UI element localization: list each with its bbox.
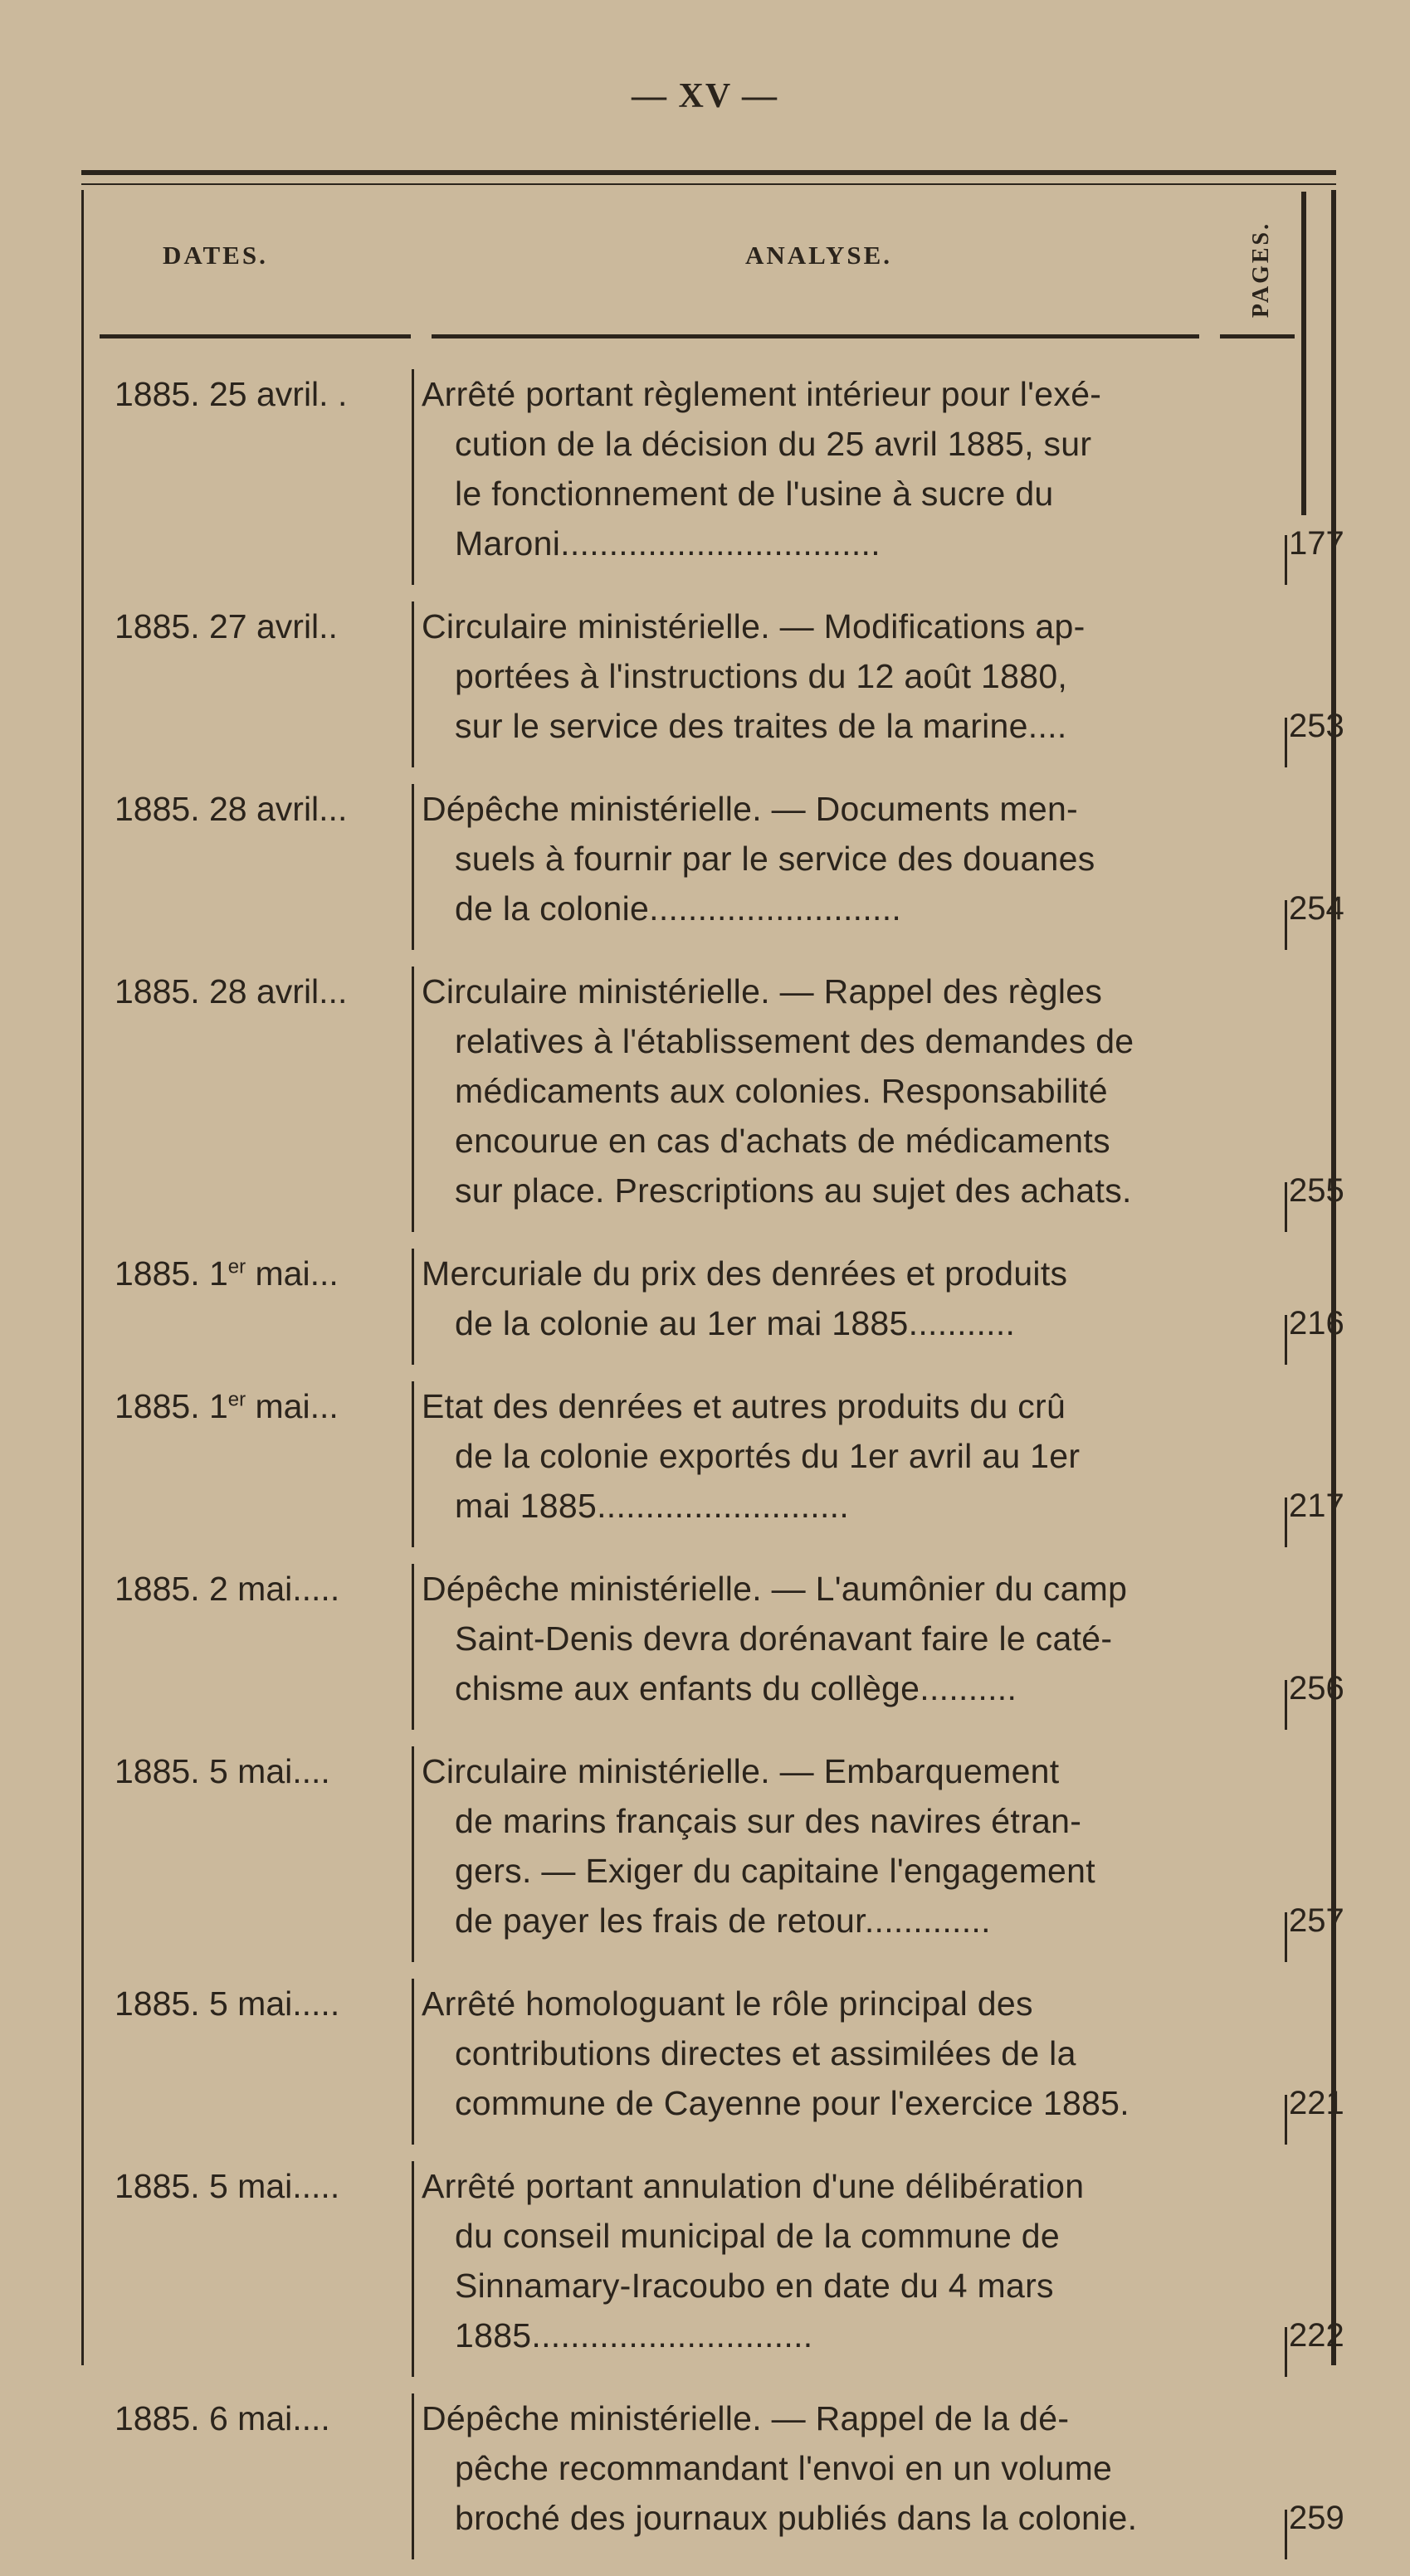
date-superscript: er: [227, 1388, 246, 1411]
entry-analysis: [422, 1381, 1281, 1531]
page-divider: [1285, 1315, 1287, 1365]
analysis-line: Maroni.................................: [455, 524, 881, 562]
column-divider: [412, 1746, 414, 1962]
analysis-line: portées à l'instructions du 12 août 1880,: [455, 657, 1068, 695]
table-row: [81, 369, 1344, 601]
date-superscript: er: [227, 1255, 246, 1278]
analysis-line: Circulaire ministérielle. — Embarquement: [422, 1752, 1060, 1790]
page-divider: [1285, 1912, 1287, 1962]
entry-date: 1885. 28 avril...: [115, 972, 348, 1010]
analysis-line: Circulaire ministérielle. — Rappel des règles: [422, 972, 1103, 1010]
entry-analysis: [422, 1979, 1281, 2128]
entry-analysis: [422, 784, 1281, 933]
table-row: [81, 1249, 1344, 1381]
page-divider: [1285, 1182, 1287, 1232]
entry-date: 1885. 6 mai....: [115, 2399, 330, 2437]
analysis-line: sur place. Prescriptions au sujet des achats.: [455, 1171, 1132, 1210]
page-divider: [1285, 1680, 1287, 1730]
analysis-line: Mercuriale du prix des denrées et produits: [422, 1254, 1068, 1293]
analysis-line: mai 1885..........................: [455, 1487, 850, 1525]
entry-page: 222: [1289, 2317, 1344, 2354]
analysis-line: de la colonie..........................: [455, 889, 902, 928]
analysis-line: pêche recommandant l'envoi en un volume: [455, 2449, 1113, 2487]
column-divider: [412, 1564, 414, 1730]
header-pages-label: PAGES.: [1248, 221, 1274, 319]
entry-date: 1885. 1er mai...: [115, 1254, 339, 1293]
analysis-line: de marins français sur des navires étran-: [455, 1802, 1082, 1840]
table-row: [81, 1979, 1344, 2161]
table-row: [81, 2393, 1344, 2576]
analysis-line: commune de Cayenne pour l'exercice 1885.: [455, 2084, 1129, 2122]
page-number: — XV —: [632, 77, 778, 115]
analysis-line: Dépêche ministérielle. — L'aumônier du camp: [422, 1570, 1128, 1608]
table-row: [81, 1381, 1344, 1564]
analysis-line: du conseil municipal de la commune de: [455, 2217, 1060, 2255]
analysis-line: Arrêté portant annulation d'une délibération: [422, 2167, 1085, 2205]
analysis-line: le fonctionnement de l'usine à sucre du: [455, 475, 1054, 513]
entry-analysis: [422, 2393, 1281, 2543]
column-divider: [412, 1979, 414, 2145]
analysis-line: chisme aux enfants du collège..........: [455, 1669, 1017, 1707]
analysis-line: Saint-Denis devra dorénavant faire le caté-: [455, 1619, 1113, 1658]
entry-analysis: [422, 601, 1281, 751]
header-rule-analyse: [432, 334, 1199, 338]
header-analyse: ANALYSE.: [745, 241, 893, 270]
entry-page: 256: [1289, 1670, 1344, 1707]
analysis-line: de payer les frais de retour.............: [455, 1902, 991, 1940]
analysis-line: sur le service des traites de la marine....: [455, 707, 1067, 745]
analysis-line: 1885.............................: [455, 2316, 813, 2354]
analysis-line: Circulaire ministérielle. — Modifications ap-: [422, 607, 1086, 645]
page-divider: [1285, 1497, 1287, 1547]
table-header: [81, 174, 1336, 340]
entry-date: 1885. 2 mai.....: [115, 1570, 340, 1608]
page-divider: [1285, 2095, 1287, 2145]
entry-date: 1885. 1er mai...: [115, 1387, 339, 1425]
entry-analysis: [422, 369, 1281, 568]
analysis-line: Etat des denrées et autres produits du crû: [422, 1387, 1066, 1425]
entry-page: 177: [1289, 525, 1344, 562]
analysis-line: Arrêté homologuant le rôle principal des: [422, 1984, 1033, 2023]
entry-page: 259: [1289, 2500, 1344, 2536]
analysis-line: médicaments aux colonies. Responsabilité: [455, 1072, 1108, 1110]
entry-page: 255: [1289, 1172, 1344, 1209]
page-divider: [1285, 718, 1287, 767]
header-rule-dates: [100, 334, 411, 338]
column-divider: [412, 784, 414, 950]
analysis-line: de la colonie au 1er mai 1885...........: [455, 1304, 1016, 1342]
entry-analysis: [422, 967, 1281, 1215]
analysis-line: encourue en cas d'achats de médicaments: [455, 1122, 1110, 1160]
entry-date: 1885. 27 avril..: [115, 607, 338, 645]
column-divider: [412, 1249, 414, 1365]
header-dates: DATES.: [163, 241, 268, 270]
table-row: [81, 784, 1344, 967]
entry-date: 1885. 5 mai....: [115, 1752, 330, 1790]
entry-analysis: [422, 2161, 1281, 2360]
entry-page: 216: [1289, 1305, 1344, 1342]
column-divider: [412, 1381, 414, 1547]
table-row: [81, 2161, 1344, 2393]
table-row: [81, 1564, 1344, 1746]
table-row: [81, 1746, 1344, 1979]
analysis-line: broché des journaux publiés dans la colonie.: [455, 2499, 1138, 2537]
entry-date: 1885. 25 avril. .: [115, 375, 348, 413]
page-divider: [1285, 2327, 1287, 2377]
table-row: [81, 601, 1344, 784]
analysis-line: Arrêté portant règlement intérieur pour l'exé-: [422, 375, 1102, 413]
analysis-line: Dépêche ministérielle. — Documents men-: [422, 790, 1078, 828]
header-rule-pages: [1220, 334, 1295, 338]
analysis-line: contributions directes et assimilées de la: [455, 2034, 1076, 2072]
entry-page: 217: [1289, 1488, 1344, 1524]
column-divider: [412, 2393, 414, 2559]
entry-page: 257: [1289, 1902, 1344, 1939]
analysis-line: de la colonie exportés du 1er avril au 1er: [455, 1437, 1081, 1475]
analysis-line: Dépêche ministérielle. — Rappel de la dé-: [422, 2399, 1070, 2437]
column-divider: [412, 967, 414, 1232]
column-divider: [412, 2161, 414, 2377]
entries-list: [81, 369, 1344, 2576]
page-divider: [1285, 2510, 1287, 2559]
analysis-line: relatives à l'établissement des demandes de: [455, 1022, 1134, 1060]
column-divider: [412, 369, 414, 585]
page-divider: [1285, 535, 1287, 585]
entry-page: 221: [1289, 2085, 1344, 2121]
entry-date: 1885. 5 mai.....: [115, 2167, 340, 2205]
analysis-line: Sinnamary-Iracoubo en date du 4 mars: [455, 2267, 1054, 2305]
analysis-line: suels à fournir par le service des douanes: [455, 840, 1095, 878]
entry-page: 254: [1289, 890, 1344, 927]
column-divider: [412, 601, 414, 767]
entry-date: 1885. 28 avril...: [115, 790, 348, 828]
entry-page: 253: [1289, 708, 1344, 744]
analysis-line: gers. — Exiger du capitaine l'engagement: [455, 1852, 1095, 1890]
entry-analysis: [422, 1249, 1281, 1348]
table-row: [81, 967, 1344, 1249]
entry-analysis: [422, 1564, 1281, 1713]
page-divider: [1285, 900, 1287, 950]
entry-date: 1885. 5 mai.....: [115, 1984, 340, 2023]
header-pages: [1237, 199, 1286, 340]
entry-analysis: [422, 1746, 1281, 1945]
analysis-line: cution de la décision du 25 avril 1885, sur: [455, 425, 1092, 463]
